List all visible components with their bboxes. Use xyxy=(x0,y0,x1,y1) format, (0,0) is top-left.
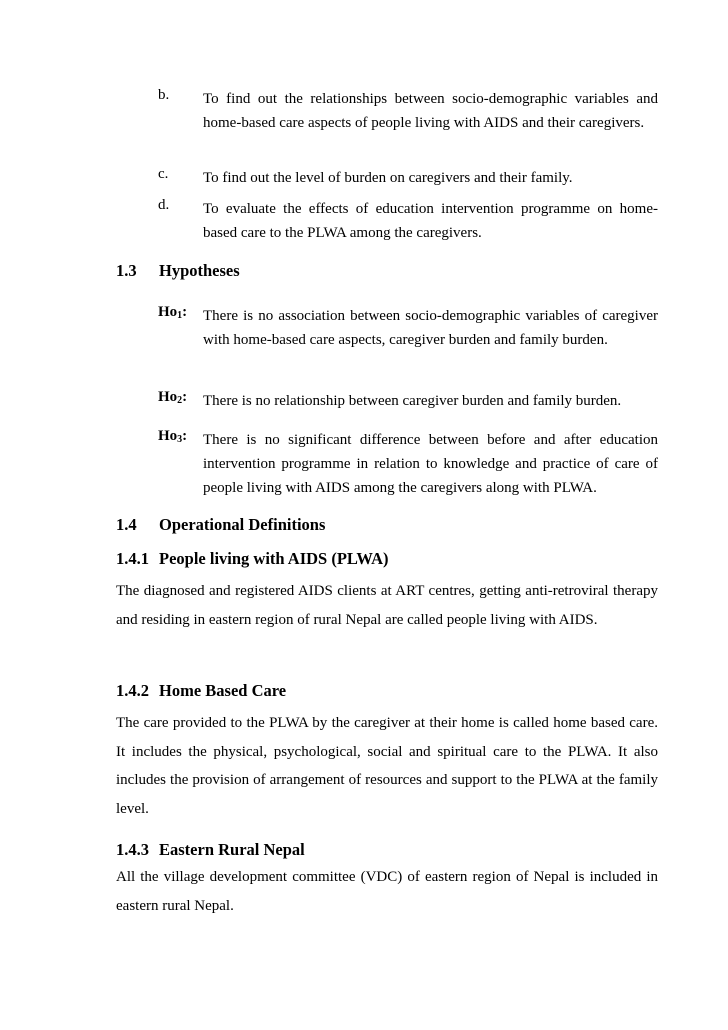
objective-item-c xyxy=(158,166,658,190)
subsection-heading-home-based-care xyxy=(116,681,286,701)
section-title: Operational Definitions xyxy=(159,515,326,534)
subsection-title: Eastern Rural Nepal xyxy=(159,840,305,859)
section-number: 1.4 xyxy=(116,515,137,534)
hypothesis-label: $Ho_3$: xyxy=(158,428,188,445)
subsection-heading-plwa xyxy=(116,549,389,569)
definition-paragraph-home-based-care: The care provided to the PLWA by the caregiver at their home is called home based care. It includes the physical, psychological, social and spiritual care to the PLWA. It also includes the provision of arrangement of resources and support to the PLWA at the family level. xyxy=(116,715,658,817)
hypothesis-text: There is no association between socio-demographic variables of caregiver with home-based care aspects, caregiver burden and family burden. xyxy=(203,308,658,348)
objective-label: c. xyxy=(158,166,169,182)
definition-paragraph-plwa: The diagnosed and registered AIDS clients at ART centres, getting anti-retroviral therapy and residing in eastern region of rural Nepal are called people living with AIDS. xyxy=(116,583,658,628)
subsection-title: Home Based Care xyxy=(159,681,287,700)
section-heading-hypotheses xyxy=(116,261,240,281)
objective-label: d. xyxy=(158,197,170,213)
hypothesis-label: $Ho_1$: xyxy=(158,304,188,321)
section-number: 1.3 xyxy=(116,261,137,280)
objective-item-b xyxy=(158,87,658,135)
hypothesis-text: There is no significant difference between before and after education intervention programme in relation to knowledge and practice of care of people living with AIDS among the caregivers along with PLWA. xyxy=(203,432,658,496)
hypothesis-item-1 xyxy=(158,304,658,352)
subsection-title: People living with AIDS (PLWA) xyxy=(159,549,389,568)
hypothesis-text: There is no relationship between caregiver burden and family burden. xyxy=(203,393,622,409)
subsection-number: 1.4.3 xyxy=(116,840,149,859)
hypothesis-item-3 xyxy=(158,428,658,500)
objective-text: To evaluate the effects of education intervention programme on home-based care to the PLWA among the caregivers. xyxy=(203,201,658,241)
hypothesis-item-2 xyxy=(158,389,658,413)
section-title: Hypotheses xyxy=(159,261,240,280)
section-heading-operational-definitions xyxy=(116,515,325,535)
objective-text: To find out the relationships between socio-demographic variables and home-based care aspects of people living with AIDS and their caregivers. xyxy=(203,91,658,131)
subsection-number: 1.4.1 xyxy=(116,549,149,568)
definition-paragraph-eastern-rural-nepal: All the village development committee (VDC) of eastern region of Nepal is included in eastern rural Nepal. xyxy=(116,869,658,914)
hypothesis-label: $Ho_2$: xyxy=(158,389,188,406)
subsection-number: 1.4.2 xyxy=(116,681,149,700)
subsection-heading-eastern-rural-nepal xyxy=(116,840,305,860)
objective-label: b. xyxy=(158,87,170,103)
objective-text: To find out the level of burden on caregivers and their family. xyxy=(203,170,573,186)
objective-item-d xyxy=(158,197,658,245)
